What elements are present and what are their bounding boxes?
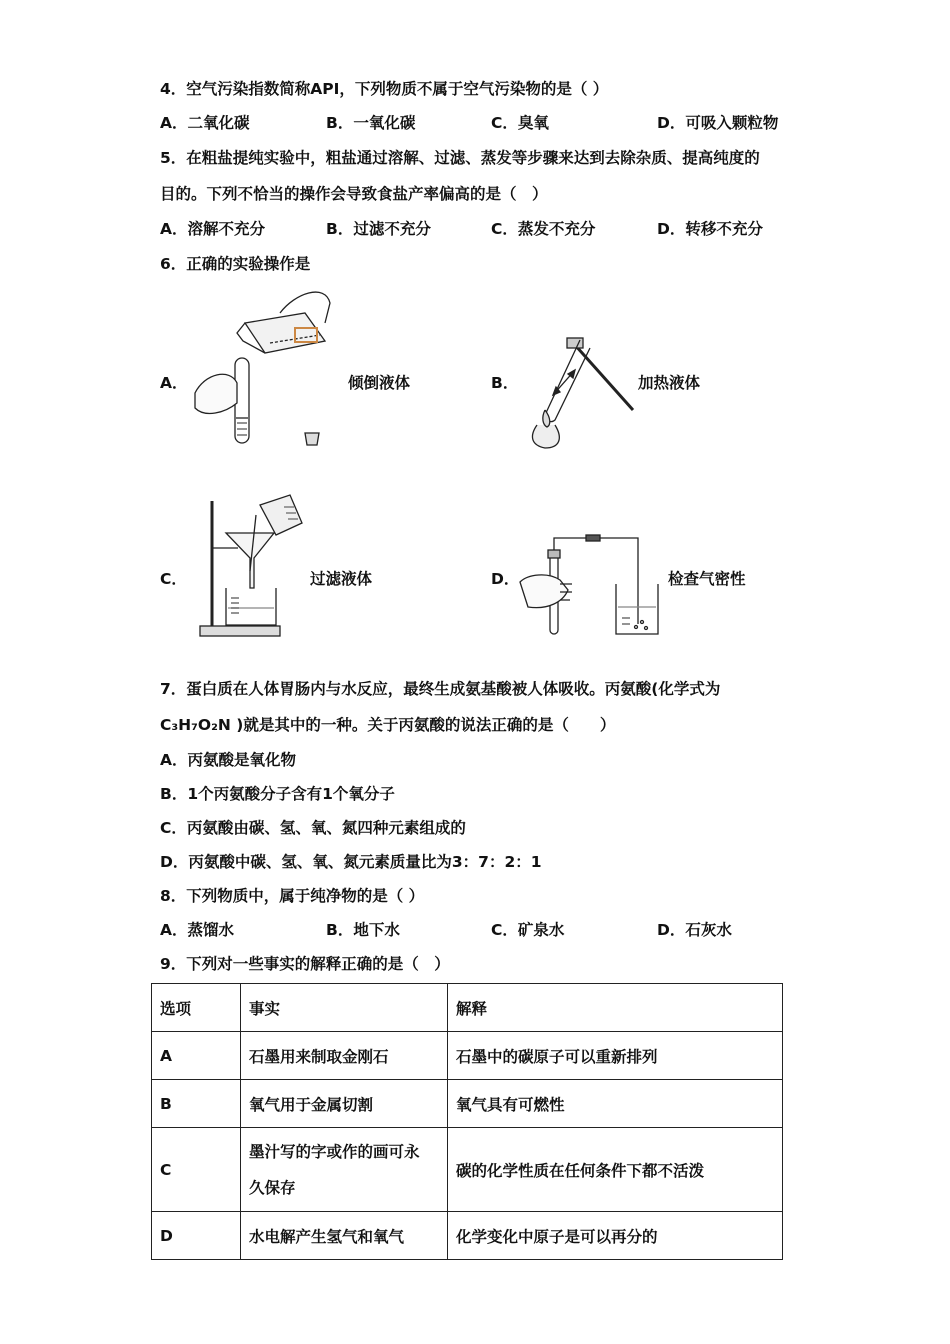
pouring-liquid-figure	[185, 283, 345, 453]
heating-liquid-figure	[515, 330, 640, 460]
q8-option-d: D．石灰水	[657, 921, 732, 939]
q7-option-b: B．1个丙氨酸分子含有1个氧分子	[160, 785, 395, 803]
filtering-liquid-figure	[198, 493, 308, 641]
row-explanation: 碳的化学性质在任何条件下都不活泼	[448, 1128, 783, 1212]
q8-stem: 8．下列物质中，属于纯净物的是（ ）	[160, 887, 425, 905]
q6-option-c-letter: C．	[160, 570, 187, 588]
q5-option-b: B．过滤不充分	[326, 220, 431, 238]
row-fact-line2: 久保存	[249, 1178, 296, 1197]
q8-option-b: B．地下水	[326, 921, 400, 939]
q7-option-c: C．丙氨酸由碳、氢、氧、氮四种元素组成的	[160, 819, 466, 837]
q6-option-b-letter: B．	[491, 374, 519, 392]
table-row	[152, 1128, 783, 1212]
table-row	[152, 1032, 783, 1080]
airtightness-check-figure	[518, 532, 666, 642]
q6-stem: 6．正确的实验操作是	[160, 255, 311, 273]
q5-stem-line2: 目的。下列不恰当的操作会导致食盐产率偏高的是（ ）	[160, 185, 548, 203]
q8-option-c: C．矿泉水	[491, 921, 565, 939]
q8-option-a: A．蒸馏水	[160, 921, 234, 939]
q9-table	[151, 983, 783, 1260]
q7-stem-line2: C₃H₇O₂N )就是其中的一种。关于丙氨酸的说法正确的是（ ）	[160, 716, 616, 734]
q5-option-a: A．溶解不充分	[160, 220, 265, 238]
q7-option-d: D．丙氨酸中碳、氢、氧、氮元素质量比为3：7：2：1	[160, 853, 542, 871]
q6-option-a-caption: 倾倒液体	[348, 374, 411, 392]
table-header-row	[152, 984, 783, 1032]
q9-stem: 9．下列对一些事实的解释正确的是（ ）	[160, 955, 450, 973]
q4-option-c: C．臭氧	[491, 114, 549, 132]
row-fact: 氧气用于金属切割	[241, 1080, 448, 1128]
q6-option-d-letter: D．	[491, 570, 520, 588]
q6-option-d-caption: 检查气密性	[668, 570, 746, 588]
q7-stem-line1: 7．蛋白质在人体胃肠内与水反应，最终生成氨基酸被人体吸收。丙氨酸(化学式为	[160, 680, 721, 698]
q7-option-a: A．丙氨酸是氧化物	[160, 751, 296, 769]
q5-stem-line1: 5．在粗盐提纯实验中，粗盐通过溶解、过滤、蒸发等步骤来达到去除杂质、提高纯度的	[160, 149, 760, 167]
q4-option-d: D．可吸入颗粒物	[657, 114, 779, 132]
q5-option-c: C．蒸发不充分	[491, 220, 596, 238]
q6-option-c-caption: 过滤液体	[310, 570, 373, 588]
row-option: D	[152, 1212, 241, 1260]
table-row	[152, 1212, 783, 1260]
q4-option-b: B．一氧化碳	[326, 114, 416, 132]
row-explanation: 石墨中的碳原子可以重新排列	[448, 1032, 783, 1080]
row-fact: 石墨用来制取金刚石	[241, 1032, 448, 1080]
header-option: 选项	[152, 984, 241, 1032]
header-fact: 事实	[241, 984, 448, 1032]
row-option: C	[152, 1128, 241, 1212]
row-explanation: 化学变化中原子是可以再分的	[448, 1212, 783, 1260]
row-option: A	[152, 1032, 241, 1080]
row-fact	[241, 1128, 448, 1212]
table-row	[152, 1080, 783, 1128]
row-option: B	[152, 1080, 241, 1128]
row-fact: 水电解产生氢气和氧气	[241, 1212, 448, 1260]
header-explanation: 解释	[448, 984, 783, 1032]
q5-option-d: D．转移不充分	[657, 220, 763, 238]
q4-stem: 4．空气污染指数简称API，下列物质不属于空气污染物的是（ ）	[160, 80, 609, 98]
q6-option-b-caption: 加热液体	[638, 374, 701, 392]
q4-option-a: A．二氧化碳	[160, 114, 250, 132]
q6-option-a-letter: A．	[160, 374, 188, 392]
row-fact-line1: 墨汁写的字或作的画可永	[249, 1142, 420, 1161]
row-explanation: 氧气具有可燃性	[448, 1080, 783, 1128]
